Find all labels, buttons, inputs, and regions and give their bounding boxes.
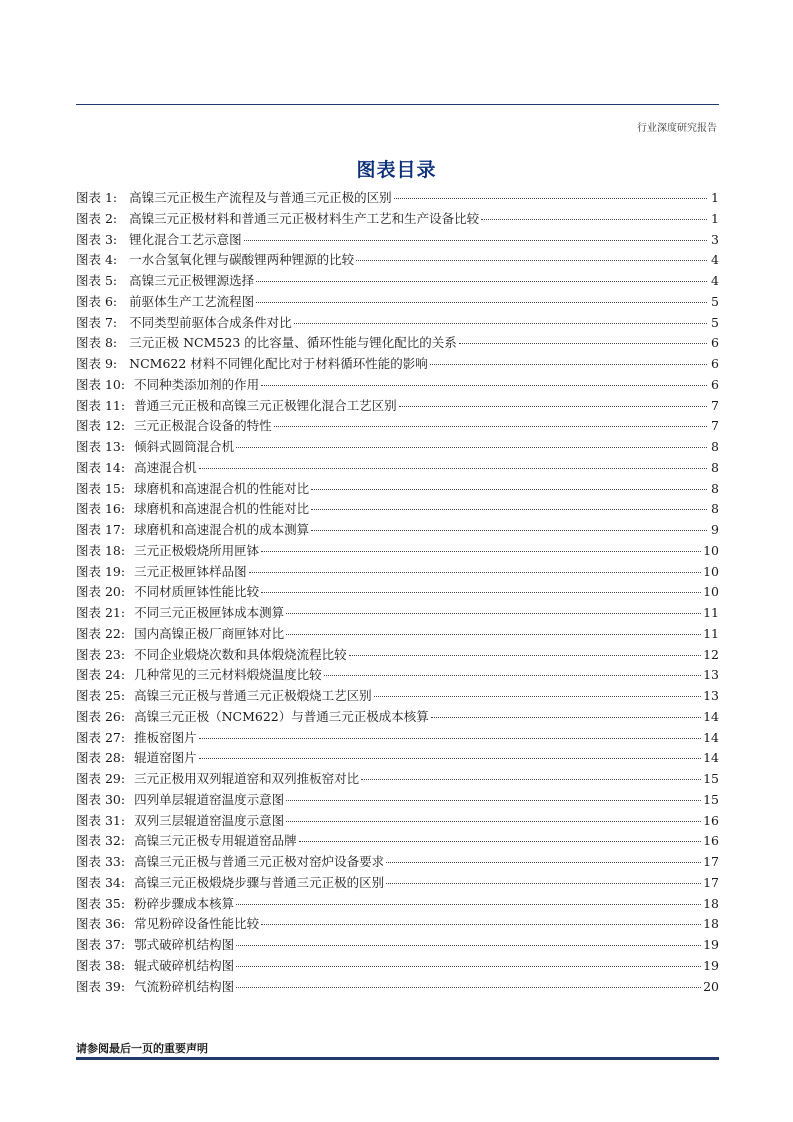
toc-page-number: 15 — [703, 791, 719, 807]
toc-entry-title: 国内高镍正极厂商匣钵对比 — [134, 625, 285, 641]
toc-entry[interactable] — [76, 645, 719, 666]
toc-page-number: 8 — [711, 459, 719, 475]
toc-entry-title: 气流粉碎机结构图 — [134, 978, 235, 994]
toc-page-number: 10 — [703, 542, 719, 558]
toc-entry[interactable] — [76, 686, 719, 707]
toc-page-number: 6 — [711, 356, 719, 371]
toc-entry-title: 不同类型前驱体合成条件对比 — [129, 314, 292, 330]
toc-dot-leader — [286, 613, 701, 614]
toc-dot-leader — [431, 717, 701, 718]
header-rule — [76, 104, 719, 105]
toc-entry[interactable] — [76, 914, 719, 935]
toc-entry-label: 图表 33: — [76, 854, 126, 869]
toc-entry-title: 球磨机和高速混合机的成本测算 — [134, 522, 310, 537]
toc-entry-label: 图表 24: — [76, 667, 126, 683]
toc-page-number: 1 — [711, 210, 719, 226]
toc-page-number: 14 — [703, 708, 719, 724]
toc-entry[interactable] — [76, 541, 719, 562]
toc-page-number: 10 — [703, 563, 719, 579]
toc-entry-title: 三元正极煅烧所用匣钵 — [134, 542, 260, 558]
figure-toc-list — [76, 188, 719, 997]
toc-dot-leader — [299, 841, 701, 842]
toc-dot-leader — [236, 904, 701, 905]
toc-entry[interactable] — [76, 313, 719, 334]
toc-entry-title: 推板窑图片 — [134, 729, 197, 745]
toc-entry-title: 高镍三元正极材料和普通三元正极材料生产工艺和生产设备比较 — [129, 210, 480, 226]
toc-entry-title: 三元正极混合设备的特性 — [134, 418, 272, 434]
toc-dot-leader — [374, 696, 701, 697]
toc-page-number: 5 — [711, 314, 719, 330]
toc-entry-title: NCM622 材料不同锂化配比对于材料循环性能的影响 — [129, 356, 428, 371]
toc-entry-title: 高镍三元正极锂源选择 — [129, 273, 255, 288]
toc-entry-title: 三元正极 NCM523 的比容量、循环性能与锂化配比的关系 — [129, 335, 457, 351]
toc-dot-leader — [394, 198, 707, 199]
toc-entry-label: 图表 19: — [76, 563, 126, 579]
toc-entry[interactable] — [76, 458, 719, 479]
toc-entry-label: 图表 27: — [76, 729, 126, 745]
toc-entry[interactable] — [76, 956, 719, 977]
toc-dot-leader — [199, 738, 701, 739]
toc-entry[interactable] — [76, 894, 719, 915]
toc-page-number: 3 — [711, 231, 719, 247]
toc-dot-leader — [311, 509, 707, 510]
toc-entry-title: 不同企业煅烧次数和具体煅烧流程比较 — [134, 646, 347, 662]
toc-page-number: 7 — [711, 418, 719, 434]
toc-entry-title: 高镍三元正极与普通三元正极对窑炉设备要求 — [134, 854, 385, 869]
toc-dot-leader — [256, 302, 707, 303]
toc-entry[interactable] — [76, 603, 719, 624]
toc-page-number: 8 — [711, 480, 719, 496]
toc-entry[interactable] — [76, 977, 719, 998]
toc-entry-label: 图表 9: — [76, 356, 118, 371]
toc-page-number: 20 — [703, 978, 719, 994]
toc-dot-leader — [286, 821, 701, 822]
toc-dot-leader — [386, 883, 701, 884]
toc-entry-title: 不同三元正极匣钵成本测算 — [134, 605, 285, 620]
toc-page-number: 4 — [711, 252, 719, 268]
toc-entry-title: 四列单层辊道窑温度示意图 — [134, 791, 285, 807]
toc-page-number: 18 — [703, 895, 719, 911]
toc-entry[interactable] — [76, 250, 719, 271]
toc-dot-leader — [459, 343, 707, 344]
toc-entry-label: 图表 12: — [76, 418, 126, 434]
toc-entry-label: 图表 17: — [76, 522, 126, 537]
toc-dot-leader — [274, 426, 707, 427]
toc-entry-title: 高镍三元正极专用辊道窑品牌 — [134, 833, 297, 849]
toc-page-number: 13 — [703, 688, 719, 703]
toc-entry-label: 图表 5: — [76, 273, 118, 288]
toc-entry-label: 图表 4: — [76, 252, 118, 268]
toc-entry-label: 图表 35: — [76, 895, 126, 911]
toc-entry-label: 图表 38: — [76, 957, 126, 973]
toc-entry[interactable] — [76, 769, 719, 790]
toc-entry-label: 图表 26: — [76, 708, 126, 724]
toc-page-number: 19 — [703, 957, 719, 973]
toc-dot-leader — [236, 966, 701, 967]
toc-page-number: 6 — [711, 376, 719, 392]
toc-entry-title: 高镍三元正极煅烧步骤与普通三元正极的区别 — [134, 874, 385, 890]
toc-entry-title: 高镍三元正极（NCM622）与普通三元正极成本核算 — [134, 708, 429, 724]
toc-entry-label: 图表 3: — [76, 231, 118, 247]
toc-dot-leader — [286, 634, 701, 635]
toc-entry-title: 常见粉碎设备性能比较 — [134, 916, 260, 932]
toc-entry-title: 不同种类添加剂的作用 — [134, 376, 260, 392]
toc-entry-label: 图表 6: — [76, 293, 118, 309]
toc-entry[interactable] — [76, 562, 719, 583]
toc-dot-leader — [286, 800, 701, 801]
toc-entry-title: 双列三层辊道窑温度示意图 — [134, 812, 285, 828]
toc-dot-leader — [236, 987, 701, 988]
footer-rule — [76, 1057, 719, 1060]
toc-entry-label: 图表 16: — [76, 501, 126, 517]
toc-dot-leader — [481, 219, 707, 220]
toc-entry-label: 图表 29: — [76, 771, 126, 786]
toc-dot-leader — [261, 924, 701, 925]
toc-page-number: 7 — [711, 397, 719, 413]
toc-entry-title: 几种常见的三元材料煅烧温度比较 — [134, 667, 322, 683]
toc-entry[interactable] — [76, 499, 719, 520]
toc-entry-title: 普通三元正极和高镍三元正极锂化混合工艺区别 — [134, 397, 397, 413]
toc-entry-label: 图表 7: — [76, 314, 118, 330]
toc-dot-leader — [199, 758, 701, 759]
toc-entry[interactable] — [76, 271, 719, 292]
toc-page-number: 17 — [703, 854, 719, 869]
toc-entry-label: 图表 23: — [76, 646, 126, 662]
toc-entry-label: 图表 15: — [76, 480, 126, 496]
toc-dot-leader — [236, 447, 707, 448]
toc-dot-leader — [261, 385, 707, 386]
toc-entry-title: 辊道窑图片 — [134, 750, 197, 766]
toc-page-number: 14 — [703, 729, 719, 745]
toc-entry[interactable] — [76, 520, 719, 541]
toc-dot-leader — [199, 468, 707, 469]
toc-dot-leader — [261, 592, 701, 593]
toc-entry[interactable] — [76, 790, 719, 811]
toc-dot-leader — [349, 655, 701, 656]
toc-title: 图表目录 — [356, 159, 437, 181]
toc-entry-title: 高镍三元正极生产流程及与普通三元正极的区别 — [129, 190, 392, 205]
toc-entry-title: 粉碎步骤成本核算 — [134, 895, 235, 911]
toc-dot-leader — [361, 779, 701, 780]
toc-entry-title: 球磨机和高速混合机的性能对比 — [134, 501, 310, 517]
report-type-label: 行业深度研究报告 — [637, 123, 717, 134]
toc-dot-leader — [256, 281, 707, 282]
toc-entry-title: 辊式破碎机结构图 — [134, 957, 235, 973]
toc-dot-leader — [249, 572, 701, 573]
toc-entry[interactable] — [76, 188, 719, 209]
toc-dot-leader — [294, 323, 707, 324]
toc-entry[interactable] — [76, 582, 719, 603]
toc-page-number: 16 — [703, 833, 719, 849]
disclaimer-note: 请参阅最后一页的重要声明 — [76, 1042, 208, 1055]
toc-entry[interactable] — [76, 292, 719, 313]
toc-entry-label: 图表 25: — [76, 688, 126, 703]
toc-entry[interactable] — [76, 707, 719, 728]
toc-entry[interactable] — [76, 354, 719, 375]
toc-dot-leader — [311, 530, 707, 531]
toc-page-number: 4 — [711, 273, 719, 288]
toc-entry[interactable] — [76, 665, 719, 686]
toc-page-number: 1 — [711, 190, 719, 205]
toc-entry[interactable] — [76, 375, 719, 396]
toc-entry-label: 图表 2: — [76, 210, 118, 226]
toc-entry-label: 图表 10: — [76, 376, 126, 392]
toc-entry-label: 图表 8: — [76, 335, 118, 351]
toc-entry[interactable] — [76, 935, 719, 956]
toc-page-number: 19 — [703, 937, 719, 952]
toc-entry-title: 三元正极匣钵样品图 — [134, 563, 247, 579]
toc-page-number: 11 — [703, 605, 719, 620]
toc-entry[interactable] — [76, 437, 719, 458]
toc-entry-title: 倾斜式圆筒混合机 — [134, 439, 235, 454]
toc-dot-leader — [311, 489, 707, 490]
toc-entry-label: 图表 30: — [76, 791, 126, 807]
toc-entry-label: 图表 20: — [76, 584, 126, 600]
toc-page-number: 13 — [703, 667, 719, 683]
toc-page-number: 8 — [711, 439, 719, 454]
toc-dot-leader — [236, 945, 701, 946]
toc-dot-leader — [430, 364, 707, 365]
toc-entry[interactable] — [76, 230, 719, 251]
toc-entry-title: 三元正极用双列辊道窑和双列推板窑对比 — [134, 771, 360, 786]
toc-page-number: 5 — [711, 293, 719, 309]
toc-entry-label: 图表 13: — [76, 439, 126, 454]
toc-entry-title: 高速混合机 — [134, 459, 197, 475]
toc-entry[interactable] — [76, 873, 719, 894]
toc-entry[interactable] — [76, 831, 719, 852]
toc-entry[interactable] — [76, 811, 719, 832]
toc-entry-title: 一水合氢氧化锂与碳酸锂两种锂源的比较 — [129, 252, 355, 268]
toc-entry[interactable] — [76, 333, 719, 354]
toc-entry-label: 图表 1: — [76, 190, 118, 205]
toc-entry[interactable] — [76, 479, 719, 500]
toc-entry-label: 图表 32: — [76, 833, 126, 849]
toc-entry-title: 前驱体生产工艺流程图 — [129, 293, 255, 309]
toc-page-number: 12 — [703, 646, 719, 662]
toc-entry-label: 图表 36: — [76, 916, 126, 932]
toc-entry-title: 锂化混合工艺示意图 — [129, 231, 242, 247]
toc-page-number: 14 — [703, 750, 719, 766]
toc-page-number: 11 — [703, 625, 719, 641]
toc-entry-label: 图表 18: — [76, 542, 126, 558]
toc-entry[interactable] — [76, 624, 719, 645]
toc-entry-title: 鄂式破碎机结构图 — [134, 937, 235, 952]
toc-entry-label: 图表 14: — [76, 459, 126, 475]
toc-page-number: 8 — [711, 501, 719, 517]
toc-page-number: 18 — [703, 916, 719, 932]
toc-page-number: 15 — [703, 771, 719, 786]
toc-dot-leader — [386, 862, 701, 863]
toc-page-number: 6 — [711, 335, 719, 351]
toc-entry-label: 图表 37: — [76, 937, 126, 952]
toc-entry-title: 高镍三元正极与普通三元正极煅烧工艺区别 — [134, 688, 372, 703]
toc-entry[interactable] — [76, 852, 719, 873]
toc-entry-label: 图表 21: — [76, 605, 126, 620]
toc-page-number: 16 — [703, 812, 719, 828]
toc-entry[interactable] — [76, 728, 719, 749]
toc-entry[interactable] — [76, 209, 719, 230]
toc-dot-leader — [356, 260, 707, 261]
toc-entry[interactable] — [76, 748, 719, 769]
toc-entry-title: 不同材质匣钵性能比较 — [134, 584, 260, 600]
toc-entry-label: 图表 22: — [76, 625, 126, 641]
toc-entry[interactable] — [76, 416, 719, 437]
toc-dot-leader — [324, 675, 701, 676]
toc-entry-title: 球磨机和高速混合机的性能对比 — [134, 480, 310, 496]
toc-entry[interactable] — [76, 396, 719, 417]
toc-entry-label: 图表 39: — [76, 978, 126, 994]
toc-page-number: 17 — [703, 874, 719, 890]
toc-entry-label: 图表 31: — [76, 812, 126, 828]
toc-dot-leader — [399, 406, 707, 407]
toc-dot-leader — [244, 240, 707, 241]
toc-page-number: 10 — [703, 584, 719, 600]
toc-entry-label: 图表 28: — [76, 750, 126, 766]
toc-page-number: 9 — [711, 522, 719, 537]
toc-entry-label: 图表 34: — [76, 874, 126, 890]
toc-entry-label: 图表 11: — [76, 397, 126, 413]
toc-dot-leader — [261, 551, 701, 552]
